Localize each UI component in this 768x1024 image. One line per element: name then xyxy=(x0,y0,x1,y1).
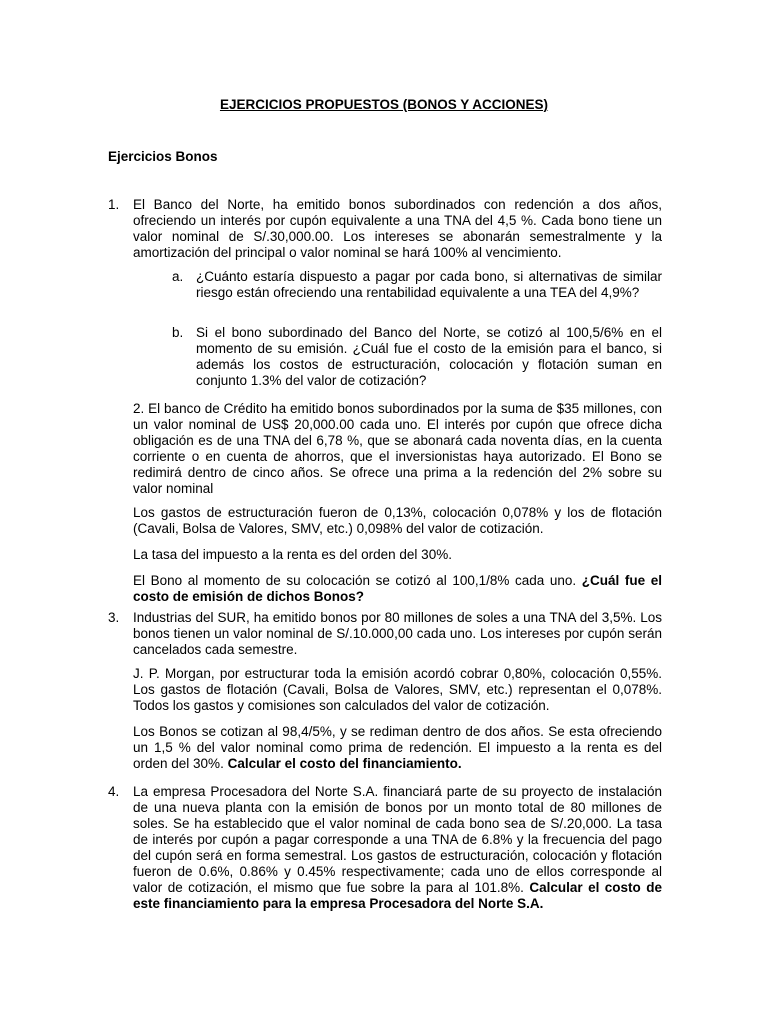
paragraph-text: Los Bonos se cotizan al 98,4/5%, y se rediman dentro de dos años. Se esta ofreciendo un 1,5 % del valor nominal como prima de redención. El impuesto a la renta es del orden del 30%. xyxy=(133,724,662,771)
question-text: Si el bono subordinado del Banco del Norte, se cotizó al 100,5/6% en el momento de su emisión. ¿Cuál fue el costo de la emisión para el banco, si además los costos de estructuración, colocación y flotación suman en conjunto 1.3% del valor de cotización? xyxy=(196,325,662,388)
document-title: EJERCICIOS PROPUESTOS (BONOS Y ACCIONES) xyxy=(219,97,549,112)
question-bold: ¿Cuál fue el costo de emisión de dichos Bonos? xyxy=(133,573,663,604)
exercise-1-question-a xyxy=(172,269,662,301)
exercise-2-paragraph-4 xyxy=(133,573,662,605)
exercise-2-paragraph-1: 2. El banco de Crédito ha emitido bonos subordinados por la suma de $35 millones, con un valor nominal de US$ 20,000.00 cada uno. El interés por cupón que ofrece dicha obligación es de una TNA del 6,78 %, que se abonará cada noventa días, en la cuenta corriente o en cuenta de ahorros, que el inversionistas haya autorizado. El Bono se redimirá dentro de cinco años. Se ofrece una prima a la redención del 2% sobre su valor nominal xyxy=(133,401,662,496)
exercise-1 xyxy=(108,197,662,261)
paragraph-text: El Bono al momento de su colocación se cotizó al 100,1/8% cada uno. xyxy=(133,573,582,588)
exercise-2-paragraph-3: La tasa del impuesto a la renta es del orden del 30%. xyxy=(133,547,452,562)
exercise-3-paragraph-3 xyxy=(133,724,662,772)
exercise-3 xyxy=(108,610,662,658)
exercise-number: 1. xyxy=(108,197,120,212)
paragraph-text: La empresa Procesadora del Norte S.A. financiará parte de su proyecto de instalación de una nueva planta con la emisión de bonos por un monto total de 80 millones de soles. Se ha establecido que el valor nominal de cada bono sea de S/.20,000. La tasa de interés por cupón a pagar corresponde a una TNA de 6.8% y la frecuencia del pago del cupón será en forma semestral. Los gastos de estructuración, colocación y flotación fueron de 0.6%, 0.86% y 0.45% respectivamente; cada uno de ellos corresponde al valor de cotización, el mismo que fue sobre la para al 101.8%. xyxy=(133,784,662,895)
exercise-number: 4. xyxy=(108,784,120,799)
exercise-3-paragraph-2: J. P. Morgan, por estructurar toda la emisión acordó cobrar 0,80%, colocación 0,55%. Los gastos de flotación (Cavali, Bolsa de Valores, SMV, etc.) representan el 0,078%. Todos los gastos y comisiones son calculados del valor de cotización. xyxy=(133,666,662,713)
question-label: a. xyxy=(172,269,184,284)
question-bold: Calcular el costo del financiamiento. xyxy=(227,756,462,771)
exercise-text xyxy=(133,784,662,912)
exercise-1-question-b xyxy=(172,325,662,389)
exercise-2-paragraph-2: Los gastos de estructuración fueron de 0,13%, colocación 0,078% y los de flotación (Cavali, Bolsa de Valores, SMV, etc.) 0,098% del valor de cotización. xyxy=(133,505,662,536)
question-label: b. xyxy=(172,325,184,340)
exercise-4 xyxy=(108,784,662,912)
exercise-text: Industrias del SUR, ha emitido bonos por 80 millones de soles a una TNA del 3,5%. Los bonos tienen un valor nominal de S/.10.000,00 cada uno. Los intereses por cupón serán cancelados cada semestre. xyxy=(133,610,662,657)
exercise-text: El Banco del Norte, ha emitido bonos subordinados con redención a dos años, ofreciendo un interés por cupón equivalente a una TNA del 4,5 %. Cada bono tiene un valor nominal de S/.30,000.00. Los intereses se abonarán semestralmente y la amortización del principal o valor nominal se hará 100% al vencimiento. xyxy=(133,197,662,260)
exercise-number: 3. xyxy=(108,610,120,625)
question-text: ¿Cuánto estaría dispuesto a pagar por cada bono, si alternativas de similar riesgo están ofreciendo una rentabilidad equivalente a una TEA del 4,9%? xyxy=(196,269,662,300)
question-bold: Calcular el costo de este financiamiento para la empresa Procesadora del Norte S.A. xyxy=(133,880,663,911)
section-heading: Ejercicios Bonos xyxy=(108,149,218,164)
